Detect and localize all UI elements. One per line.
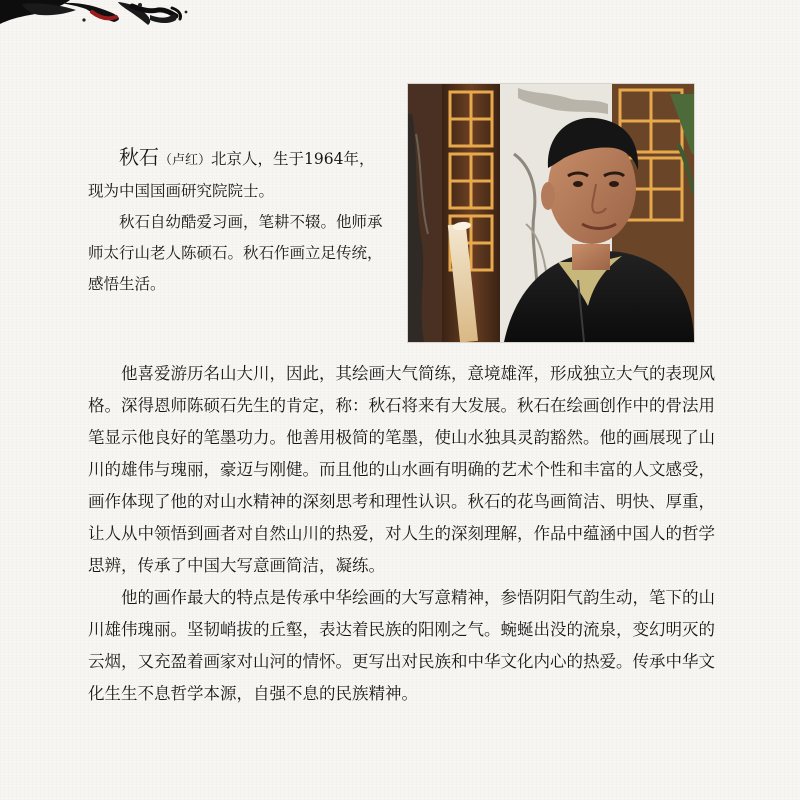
bio-intro: [88, 142, 388, 300]
portrait-photo-icon: [408, 84, 694, 342]
article-paragraph-1: 他喜爱游历名山大川，因此，其绘画大气简练，意境雄浑，形成独立大气的表现风格。深得恩师陈硕石先生的肯定，称：秋石将来有大发展。秋石在绘画创作中的骨法用笔显示他良好的笔墨功力。他善用极简的笔墨，使山水独具灵韵豁然。他的画展现了山川的雄伟与瑰丽，豪迈与刚健。而且他的山水画有明确的艺术个性和丰富的人文感受，画作体现了他的对山水精神的深刻思考和理性认识。秋石的花鸟画简洁、明快、厚重，让人从中领悟到画者对自然山川的热爱，对人生的深刻理解，作品中蕴涵中国人的哲学思辨，传承了中国大写意画简洁，凝练。: [88, 364, 715, 575]
article-body: [88, 358, 720, 710]
artist-portrait-photo: [408, 84, 694, 342]
article-paragraph-2: 他的画作最大的特点是传承中华绘画的大写意精神，参悟阴阳气韵生动，笔下的山川雄伟瑰丽。坚韧峭拔的丘壑，表达着民族的阳刚之气。蜿蜒出没的流泉，变幻明灭的云烟，又充盈着画家对山河的情怀。更写出对民族和中华文化内心的热爱。传承中华文化生生不息哲学本源，自强不息的民族精神。: [88, 588, 715, 703]
intro-text: 北京人，生于1964年，现为中国国画研究院院士。: [88, 150, 375, 200]
artist-name: 秋石: [119, 145, 159, 169]
header-brush-ornament: [0, 0, 190, 30]
brush-stroke-icon: [0, 0, 190, 30]
bio-training-paragraph: 秋石自幼酷爱习画，笔耕不辍。他师承师太行山老人陈硕石。秋石作画立足传统，感悟生活。: [88, 213, 383, 293]
artist-real-name: （卢红）: [159, 153, 212, 168]
bio-intro-paragraph: [88, 142, 388, 207]
